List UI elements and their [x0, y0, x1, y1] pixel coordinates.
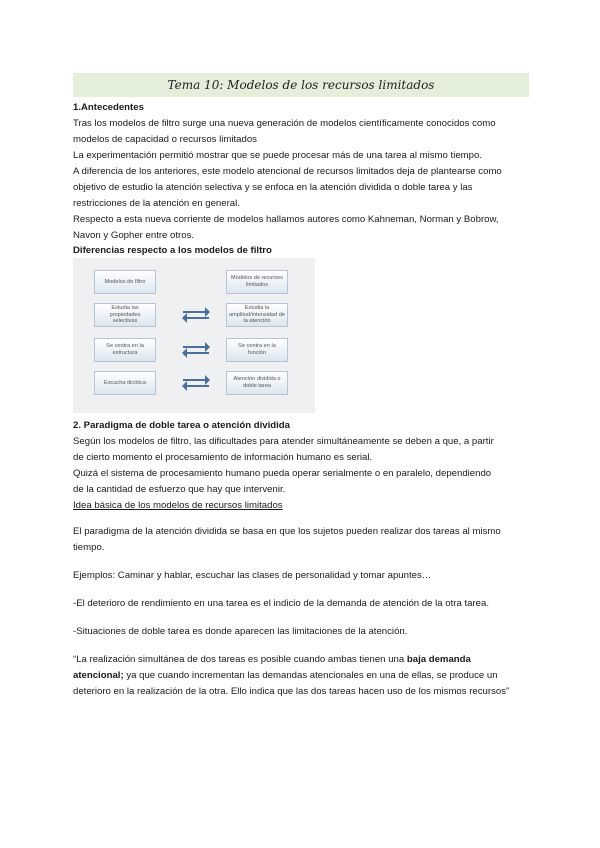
bidirectional-arrow-icon [181, 374, 211, 392]
idea-heading: Idea básica de los modelos de recursos limitados [73, 500, 283, 511]
section2-line: de la cantidad de esfuerzo que hay que intervenir. [73, 484, 286, 495]
quote-line [73, 652, 471, 669]
section2-line: de cierto momento el procesamiento de información humano es serial. [73, 452, 373, 463]
section1-line: La experimentación permitió mostrar que se puede procesar más de una tarea al mismo tiempo. [73, 150, 483, 161]
section1-line: Tras los modelos de filtro surge una nueva generación de modelos científicamente conocidos como [73, 118, 496, 129]
resource-model-box: Se centra en la función [226, 338, 288, 362]
section1-line: modelos de capacidad o recursos limitados [73, 134, 257, 145]
section1-line: A diferencia de los anteriores, este modelo atencional de recursos limitados deja de plantearse como [73, 166, 502, 177]
section1-heading: 1.Antecedentes [73, 102, 144, 113]
point-line: -El deterioro de rendimiento en una tarea es el indicio de la demanda de atención de la otra tarea. [73, 598, 489, 609]
bidirectional-arrow-icon [181, 341, 211, 359]
paragraph-line: tiempo. [73, 542, 105, 553]
filter-model-box: Estudia las propiedades selectivas [94, 303, 156, 327]
quote-line [73, 668, 498, 685]
resource-model-box: Atención dividida o doble tarea [226, 371, 288, 395]
quote-emphasis: atencional; [73, 670, 124, 681]
filter-model-box: Modelos de filtro [94, 270, 156, 294]
title-banner [73, 73, 529, 97]
point-line: -Situaciones de doble tarea es donde aparecen las limitaciones de la atención. [73, 626, 408, 637]
section1-line: objetivo de estudio la atención selectiva y se enfoca en la atención dividida o doble tarea y las [73, 182, 473, 193]
filter-model-box: Escucha dicótica [94, 371, 156, 395]
resource-model-box: Estudia la amplitud/intensidad de la atención [226, 303, 288, 327]
section2-line: Quizá el sistema de procesamiento humano pueda operar serialmente o en paralelo, dependiendo [73, 468, 492, 479]
section1-subheading: Diferencias respecto a los modelos de filtro [73, 245, 272, 256]
quote-emphasis: baja demanda [406, 654, 471, 665]
section2-heading: 2. Paradigma de doble tarea o atención dividida [73, 420, 290, 431]
examples-line: Ejemplos: Caminar y hablar, escuchar las clases de personalidad y tomar apuntes… [73, 570, 432, 581]
page-title: Tema 10: Modelos de los recursos limitados [167, 78, 435, 92]
section1-line: Respecto a esta nueva corriente de modelos hallamos autores como Kahneman, Norman y Bobrow, [73, 214, 499, 225]
section2-line: Según los modelos de filtro, las dificultades para atender simultáneamente se deben a que, a partir [73, 436, 494, 447]
paragraph-line: El paradigma de la atención dividida se basa en que los sujetos pueden realizar dos tareas al mismo [73, 526, 501, 537]
comparison-diagram [73, 258, 315, 413]
quote-text: “La realización simultánea de dos tareas es posible cuando ambas tienen una [73, 654, 407, 665]
bidirectional-arrow-icon [181, 306, 211, 324]
filter-model-box: Se centra en la estructura [94, 338, 156, 362]
section1-line: Navon y Gopher entre otros. [73, 230, 195, 241]
resource-model-box: Modelos de recursos limitados [226, 270, 288, 294]
quote-text: ya que cuando incrementan las demandas atencionales en una de ellas, se produce un [123, 670, 498, 681]
section1-line: restricciones de la atención en general. [73, 198, 240, 209]
quote-line: deterioro en la realización de la otra. Ello indica que las dos tareas hacen uso de los mismos recursos” [73, 686, 510, 697]
